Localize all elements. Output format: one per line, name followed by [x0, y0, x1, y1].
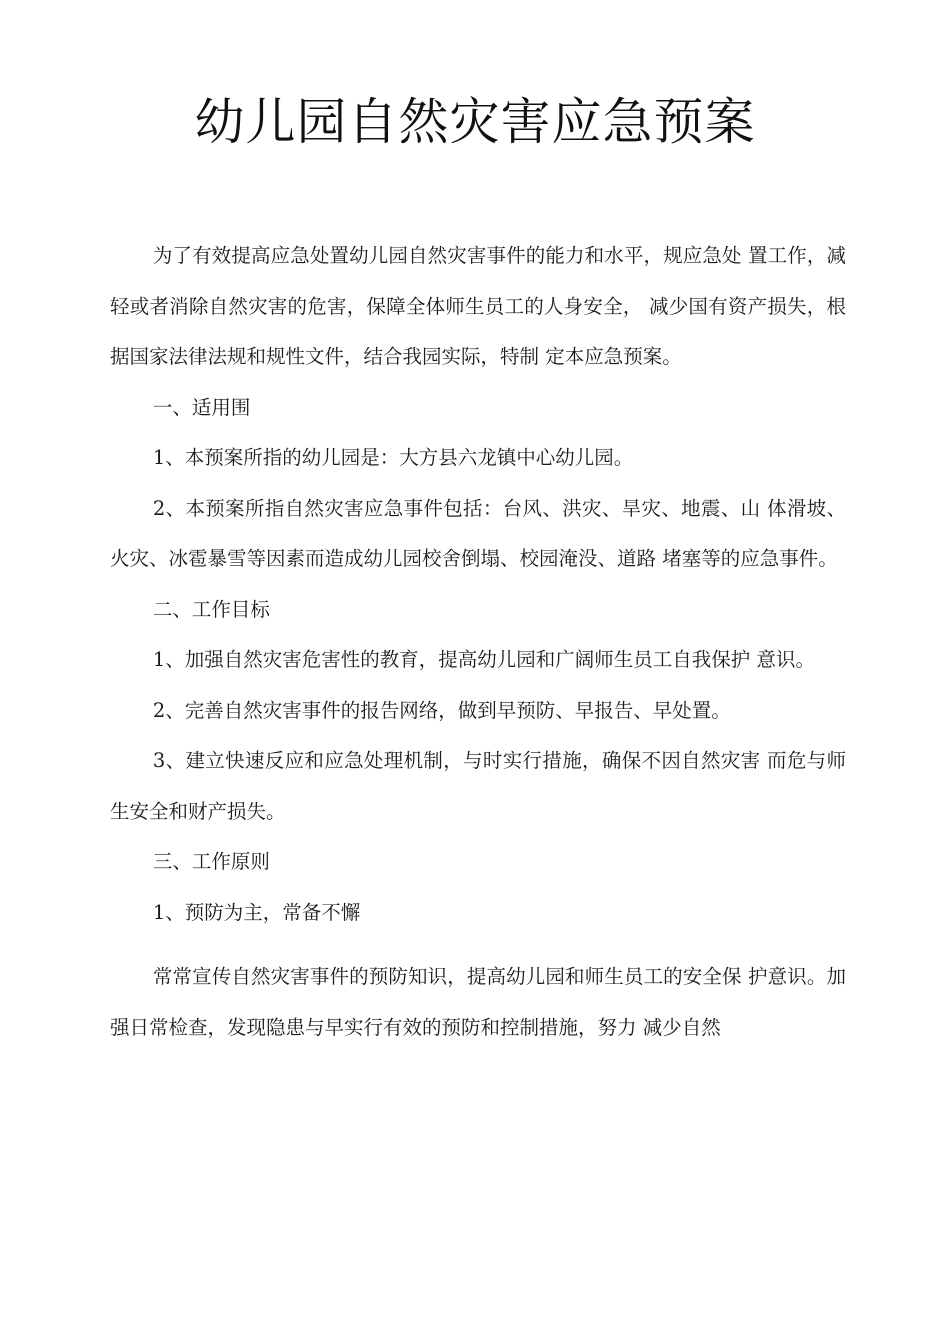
section-heading-goals: 二、工作目标 [152, 597, 270, 621]
paragraph-principle-1-detail: 常常宣传自然灾害事件的预防知识，提高幼儿园和师生员工的安全保 护意识。加强日常检查，发现隐患与早实行有效的预防和控制措施，努力 减少自然 [110, 965, 846, 1039]
paragraph-principle-1: 1、预防为主，常备不懈 [152, 900, 361, 924]
paragraph-goal-2: 2、完善自然灾害事件的报告网络，做到早预防、早报告、早处置。 [152, 698, 731, 722]
section-heading-principles: 三、工作原则 [152, 850, 270, 873]
document-title: 幼儿园自然灾害应急预案 [194, 93, 756, 151]
paragraph-scope-1: 1、本预案所指的幼儿园是：大方县六龙镇中心幼儿园。 [152, 446, 634, 469]
paragraph-scope-2: 2、本预案所指自然灾害应急事件包括：台风、洪灾、旱灾、地震、山 体滑坡、火灾、冰雹暴雪等因素而造成幼儿园校舍倒塌、校园淹没、道路 堵塞等的应急事件。 [110, 496, 846, 570]
section-heading-scope: 一、适用围 [152, 395, 251, 419]
paragraph-goal-3: 3、建立快速反应和应急处理机制，与时实行措施，确保不因自然灾害 而危与师生安全和财产损失。 [110, 749, 846, 823]
paragraph-goal-1: 1、加强自然灾害危害性的教育，提高幼儿园和广阔师生员工自我保护 意识。 [152, 648, 815, 671]
paragraph-intro: 为了有效提高应急处置幼儿园自然灾害事件的能力和水平，规应急处 置工作，减轻或者消除自然灾害的危害，保障全体师生员工的人身安全， 减少国有资产损失，根据国家法律法规和规性文件，结合我园实际，特制 定本应急预案。 [110, 244, 846, 368]
document-body [110, 231, 846, 1053]
